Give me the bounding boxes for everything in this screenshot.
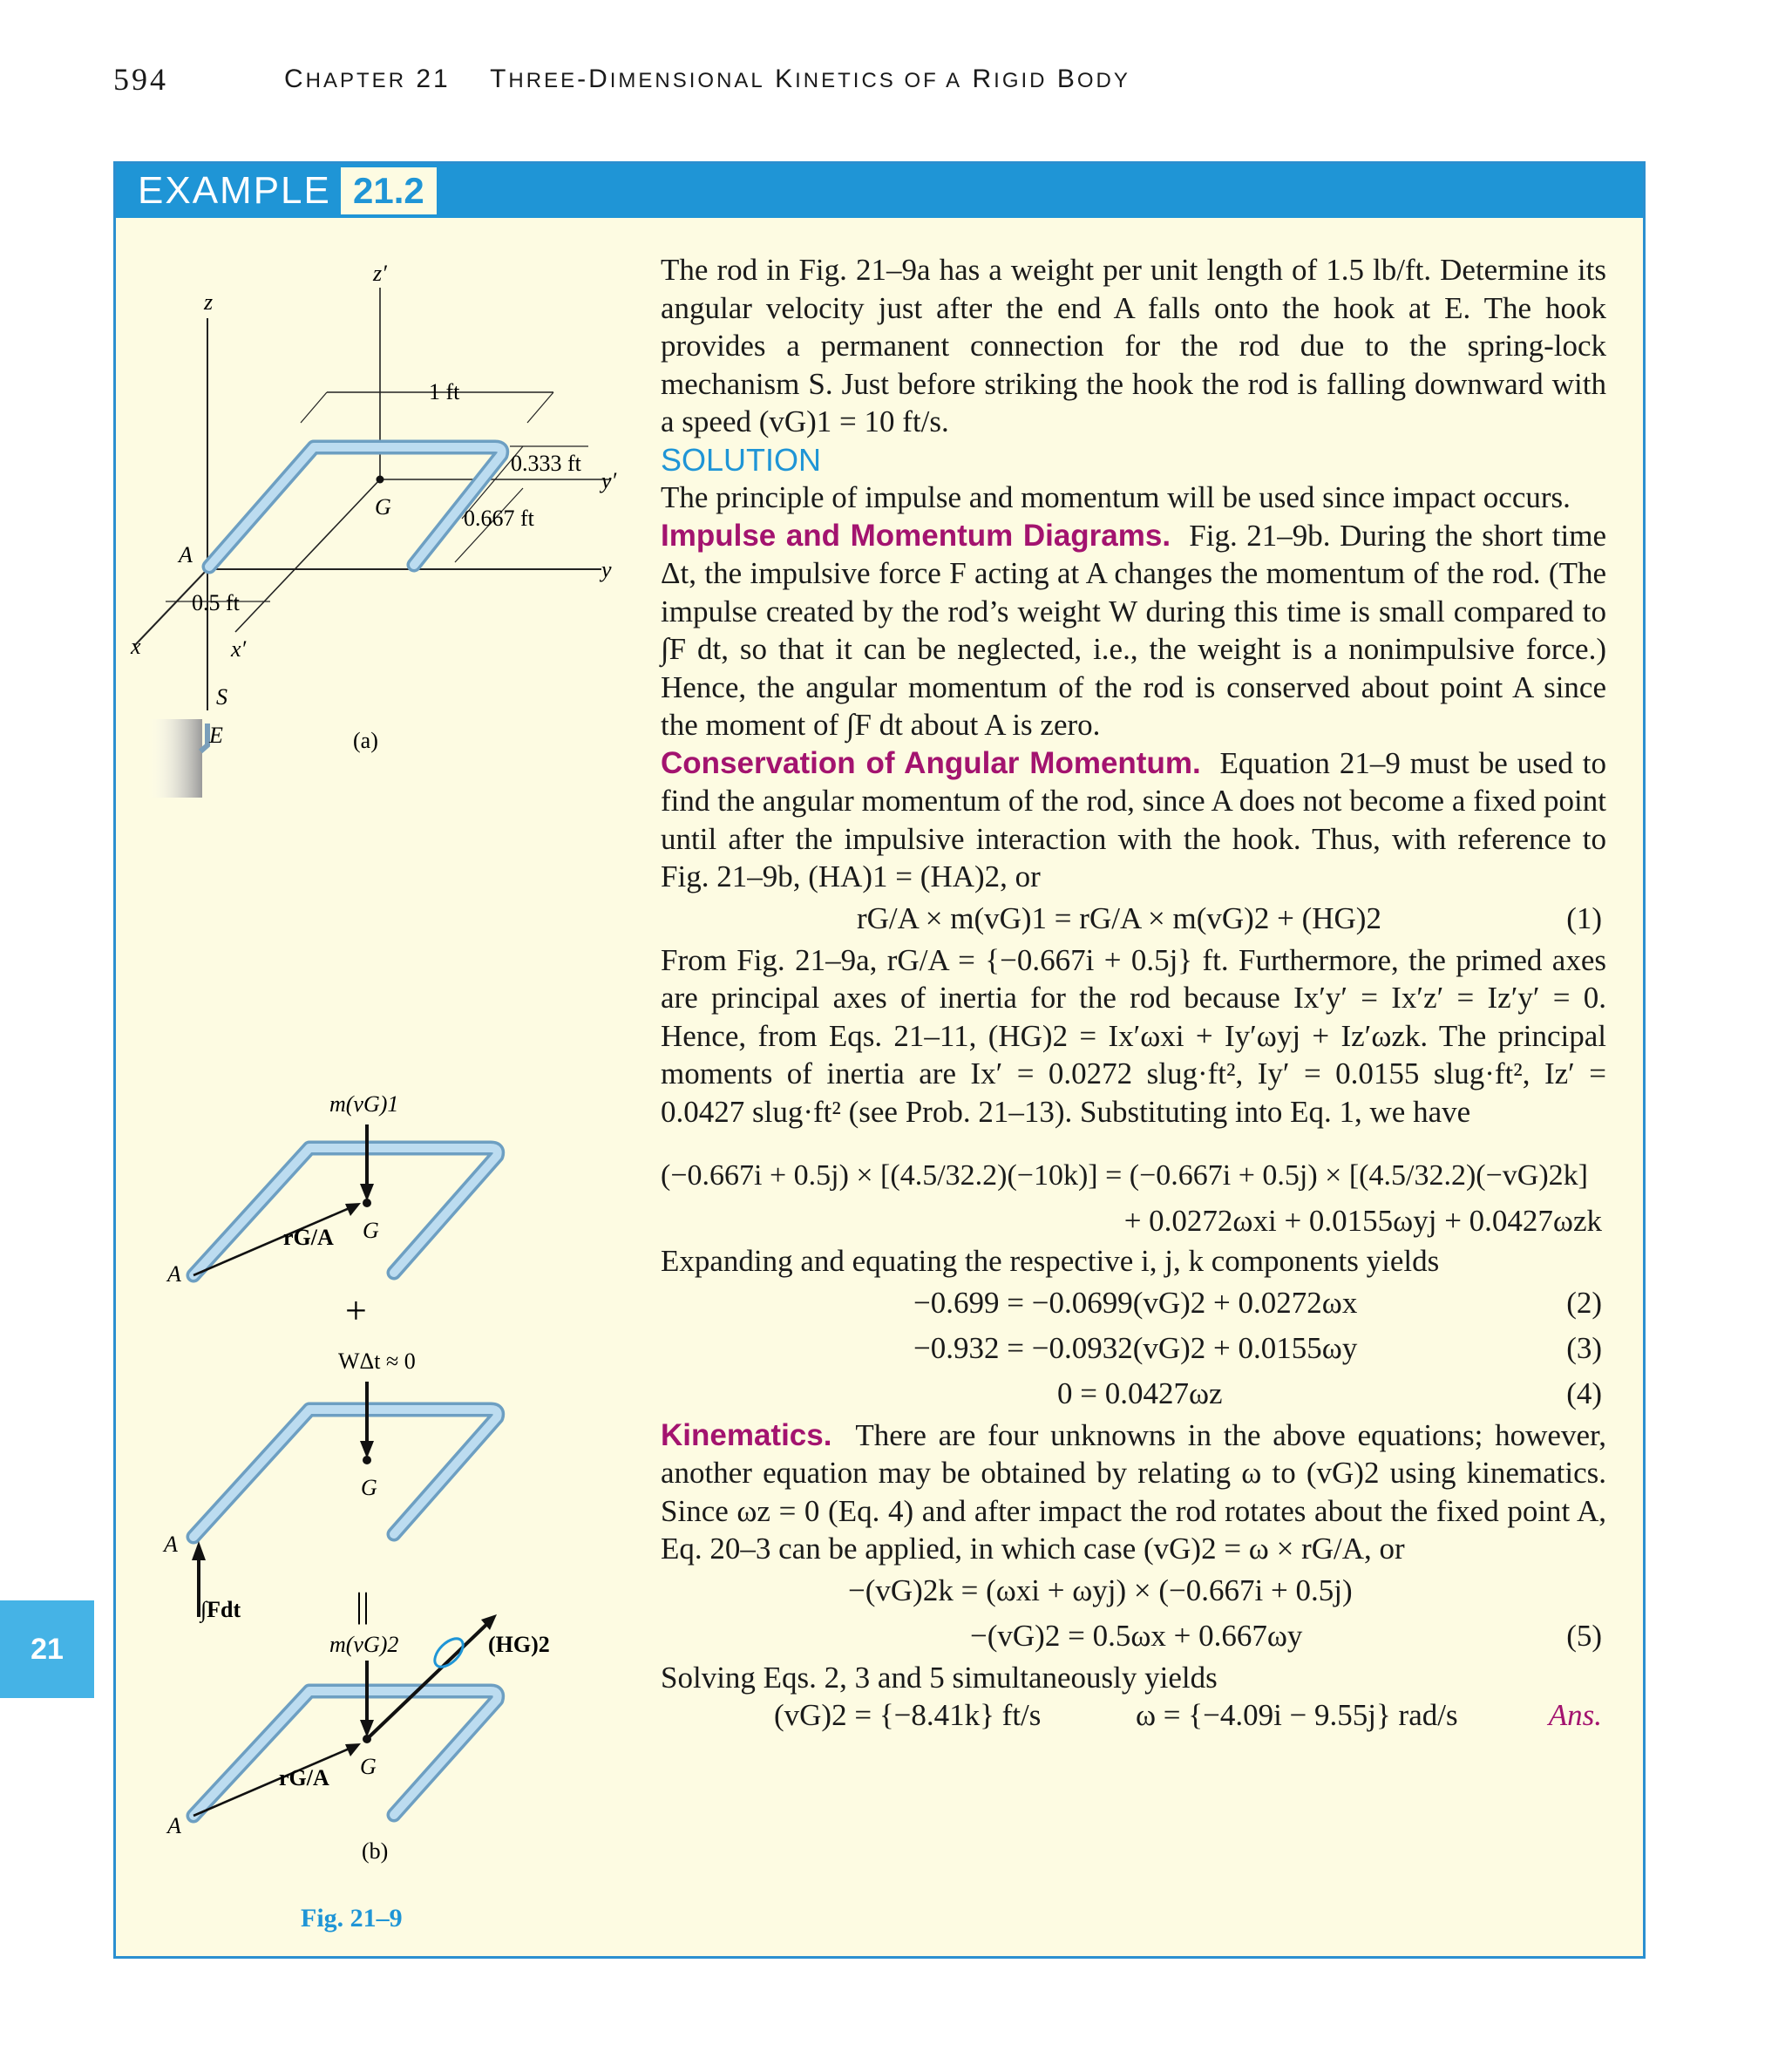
equation-3-text: −0.932 = −0.0932(vG)2 + 0.0155ωy xyxy=(913,1330,1358,1365)
equation-4 xyxy=(661,1371,1606,1416)
label-equals: || xyxy=(356,1586,370,1625)
label-a-b1: A xyxy=(167,1261,181,1287)
example-header-bar xyxy=(116,164,1643,218)
chapter-title: CHAPTER 21 THREE-DIMENSIONAL KINETICS OF A RIGID BODY xyxy=(284,65,1130,93)
solving-line: Solving Eqs. 2, 3 and 5 simultaneously yields xyxy=(661,1660,1218,1695)
label-h-g2: (HG)2 xyxy=(488,1632,550,1657)
mass-center-a xyxy=(377,476,384,484)
caption-b: (b) xyxy=(362,1838,389,1864)
side-tab-number: 21 xyxy=(31,1633,64,1666)
running-header xyxy=(113,61,1698,105)
label-x-prime: x′ xyxy=(231,636,247,662)
equation-1-text: rG/A × m(vG)1 = rG/A × m(vG)2 + (HG)2 xyxy=(857,900,1381,935)
label-z: z xyxy=(204,289,214,315)
equation-5 xyxy=(661,1613,1606,1659)
expanding-line: Expanding and equating the respective i, j, k components yields xyxy=(661,1244,1440,1278)
equation-4-text: 0 = 0.0427ωz xyxy=(1057,1376,1223,1410)
label-0-5ft: 0.5 ft xyxy=(192,590,240,615)
page-number: 594 xyxy=(113,62,168,97)
label-g-b1: G xyxy=(363,1218,379,1243)
chapter-side-tab xyxy=(0,1600,94,1698)
substituted-equation-line-1: (−0.667i + 0.5j) × [(4.5/32.2)(−10k)] = (−0.667i + 0.5j) × [(4.5/32.2)(−vG)2k] xyxy=(661,1159,1588,1192)
example-number: 21.2 xyxy=(353,170,424,211)
label-1ft: 1 ft xyxy=(429,379,460,404)
kinematics-paragraph xyxy=(661,1416,1606,1568)
label-0-333ft: 0.333 ft xyxy=(511,451,581,476)
substituted-equation-line-2: + 0.0272ωxi + 0.0155ωyj + 0.0427ωzk xyxy=(1123,1204,1602,1238)
impulse-paragraph xyxy=(661,517,1606,744)
problem-statement: The rod in Fig. 21–9a has a weight per unit length of 1.5 lb/ft. Determine its angular velocity just after the end A falls onto the hook at E. The hook provides a permanent connection for the rod due to the spring-lock mechanism S. Just before striking the hook the rod is falling downward with a speed (vG)1 = 10 ft/s. xyxy=(661,253,1606,438)
equation-5a xyxy=(661,1568,1606,1613)
kinematics-heading: Kinematics. xyxy=(661,1417,832,1452)
diagram-a xyxy=(130,261,617,798)
figure-caption: Fig. 21–9 xyxy=(301,1904,403,1933)
equation-4-number: (4) xyxy=(1566,1376,1602,1410)
solution-text xyxy=(661,251,1606,1742)
label-r-ga-1: rG/A xyxy=(283,1225,334,1250)
label-g-b2: G xyxy=(361,1475,377,1500)
label-0-667ft: 0.667 ft xyxy=(464,506,534,531)
conservation-body: Equation 21–9 must be used to find the angular momentum of the rod, since A does not become a fixed point until after the impulsive interaction with the hook. Thus, with reference to Fig. 21–9b, (HA)1 = (HA)2, or xyxy=(661,745,1606,893)
label-y-prime: y′ xyxy=(601,468,617,493)
equation-1 xyxy=(661,896,1606,941)
equation-1-number: (1) xyxy=(1566,900,1602,935)
example-label: EXAMPLE xyxy=(138,169,331,212)
label-s: S xyxy=(216,684,227,710)
label-e: E xyxy=(209,723,223,748)
diagram-b-momentum-1 xyxy=(166,1091,498,1332)
label-y: y xyxy=(601,557,612,582)
conservation-heading: Conservation of Angular Momentum. xyxy=(661,745,1201,780)
example-number-box xyxy=(341,167,437,214)
impulse-heading: Impulse and Momentum Diagrams. xyxy=(661,518,1171,553)
label-z-prime: z′ xyxy=(373,261,387,286)
label-r-ga-2: rG/A xyxy=(279,1765,329,1790)
hook-wall-shade xyxy=(148,719,202,798)
impulse-body: Fig. 21–9b. During the short time Δt, the impulsive force F acting at A changes the momentum of the rod. (The impulse created by the rod’s weight W during this time is small compared to ∫F dt, so that it can be neglected, i.e., the weight is a nonimpulsive force.) Hence, the angular momentum of the rod is conserved about point A since the moment of ∫F dt about A is zero. xyxy=(661,518,1607,742)
kinematics-body: There are four unknowns in the above equations; however, another equation may be obtained by relating ω to (vG)2 using kinematics. Since ωz = 0 (Eq. 4) and after impact the rod rotates about the fixed point A, Eq. 20–3 can be applied, in which case (vG)2 = ω × rG/A, or xyxy=(661,1417,1606,1566)
inertia-paragraph: From Fig. 21–9a, rG/A = {−0.667i + 0.5j} ft. Furthermore, the primed axes are principal axes of inertia for the rod because Ix′y′ = Ix′z′ = Iz′y′ = 0. Hence, from Eqs. 21–11, (HG)2 = Ix′ωxi + Iy′ωyj + Iz′ωzk. The principal moments of inertia are Ix′ = 0.0272 slug·ft², Iy′ = 0.0155 slug·ft², Iz′ = 0.0427 slug·ft² (see Prob. 21–13). Substituting into Eq. 1, we have xyxy=(661,942,1606,1129)
label-plus: + xyxy=(345,1289,367,1332)
equation-5a-text: −(vG)2k = (ωxi + ωyj) × (−0.667i + 0.5j) xyxy=(848,1573,1353,1607)
equation-2 xyxy=(661,1281,1606,1326)
label-a-b2: A xyxy=(164,1532,178,1557)
equation-2-number: (2) xyxy=(1566,1285,1602,1320)
diagram-b-impulse xyxy=(162,1348,498,1625)
caption-a: (a) xyxy=(353,728,378,753)
label-a-b3: A xyxy=(167,1813,181,1838)
solution-heading: SOLUTION xyxy=(661,441,822,478)
answer-vg: (vG)2 = {−8.41k} ft/s xyxy=(774,1698,1042,1732)
conservation-paragraph xyxy=(661,744,1606,896)
rotation-indicator xyxy=(430,1634,468,1672)
diagram-b-momentum-2 xyxy=(166,1614,550,1864)
equation-3-number: (3) xyxy=(1566,1330,1602,1365)
answer-label: Ans. xyxy=(1548,1698,1602,1732)
label-x: x xyxy=(131,634,141,659)
substituted-equation xyxy=(661,1131,1606,1238)
answer-row xyxy=(661,1696,1606,1742)
label-a-a: A xyxy=(179,542,193,567)
label-f-dt: ∫Fdt xyxy=(200,1597,241,1622)
label-g-a: G xyxy=(375,494,391,520)
equation-3 xyxy=(661,1326,1606,1371)
label-m-vg2: m(vG)2 xyxy=(329,1632,399,1657)
figure-21-9 xyxy=(113,218,662,1953)
answer-omega: ω = {−4.09i − 9.55j} rad/s xyxy=(1136,1698,1458,1732)
figure-drawing xyxy=(113,218,662,1953)
label-m-vg1: m(vG)1 xyxy=(329,1091,399,1117)
solution-intro: The principle of impulse and momentum will be used since impact occurs. xyxy=(661,480,1571,514)
label-g-b3: G xyxy=(360,1754,377,1779)
equation-2-text: −0.699 = −0.0699(vG)2 + 0.0272ωx xyxy=(913,1285,1358,1320)
equation-5-number: (5) xyxy=(1566,1618,1602,1653)
equation-5-text: −(vG)2 = 0.5ωx + 0.667ωy xyxy=(970,1618,1303,1653)
label-w-dt: WΔt ≈ 0 xyxy=(338,1348,416,1374)
